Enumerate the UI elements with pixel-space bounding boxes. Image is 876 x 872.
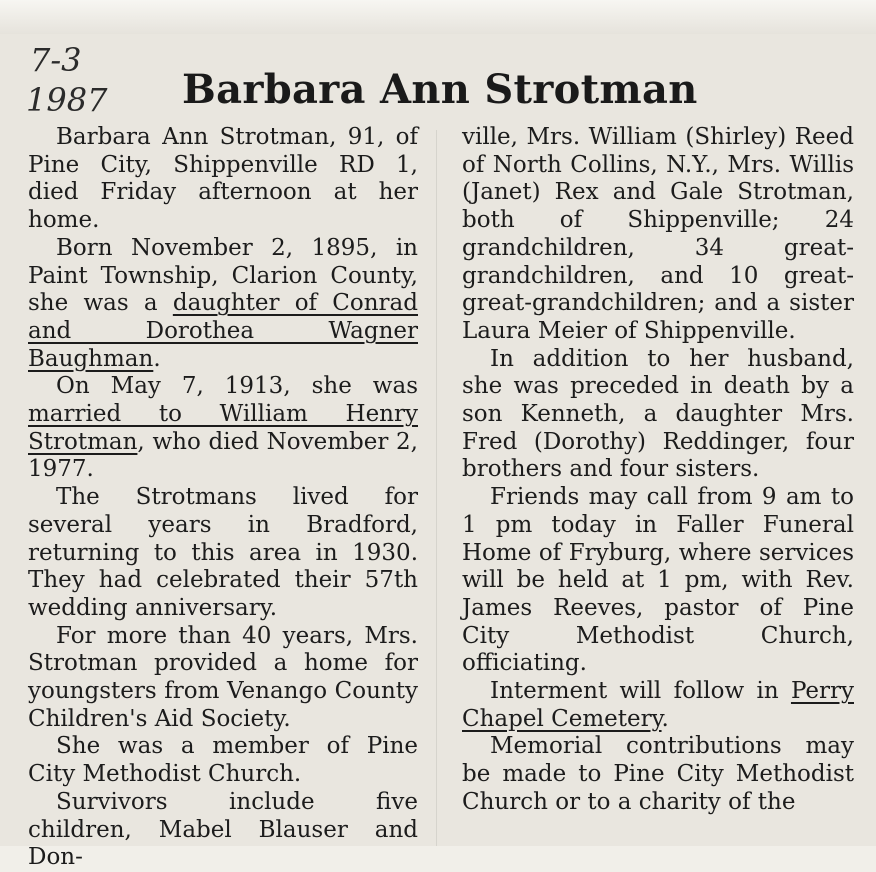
paragraph-text: Interment will follow in	[490, 678, 791, 705]
pen-underlined-text: daughter of Conrad and Dorothea Wagner Baughman	[28, 290, 418, 372]
paragraph-text: , who died November 2, 1977.	[28, 428, 418, 483]
pen-underlined-text: Perry Chapel Cemetery	[462, 678, 854, 732]
obituary-paragraph: In addition to her husband, she was preceded in death by a son Kenneth, a daughter Mrs. Fred (Dorothy) Reddinger, four brothers and four sisters.	[462, 345, 854, 483]
obituary-paragraph: Memorial contributions may be made to Pine City Methodist Church or to a charity of the	[462, 733, 854, 815]
pen-underlined-text: married to William Henry Strotman	[28, 401, 418, 455]
column-divider	[436, 130, 437, 846]
paragraph-text: Born November 2, 1895, in Paint Township, Clarion County, she was a	[28, 234, 418, 317]
obituary-paragraph: ville, Mrs. William (Shirley) Reed of North Collins, N.Y., Mrs. Willis (Janet) Rex and Gale Strotman, both of Shippenville; 24 grandchildren, 34 great-grandchildren, and 10 great-great-grandchildren; and a sister Laura Meier of Shippenville.	[462, 124, 854, 344]
paragraph-text: On May 7, 1913, she was	[56, 373, 418, 400]
obituary-paragraph	[462, 678, 854, 733]
obituary-paragraph: Survivors include five children, Mabel Blauser and Don-	[28, 788, 418, 871]
obituary-paragraph: For more than 40 years, Mrs. Strotman provided a home for youngsters from Venango County Children's Aid Society.	[28, 622, 418, 732]
scan-edge	[0, 0, 876, 34]
obituary-paragraph: Friends may call from 9 am to 1 pm today in Faller Funeral Home of Fryburg, where services will be held at 1 pm, with Rev. James Reeves, pastor of Pine City Methodist Church, officiating.	[462, 484, 854, 677]
obituary-headline: Barbara Ann Strotman	[182, 66, 698, 113]
obituary-paragraph: The Strotmans lived for several years in Bradford, returning to this area in 1930. They had celebrated their 57th wedding anniversary.	[28, 484, 418, 621]
paragraph-text: .	[153, 345, 161, 372]
right-column	[462, 124, 854, 817]
obituary-paragraph: Barbara Ann Strotman, 91, of Pine City, Shippenville RD 1, died Friday afternoon at her home.	[28, 124, 418, 234]
left-column	[28, 124, 418, 872]
paragraph-text: .	[661, 705, 669, 732]
obituary-paragraph	[28, 373, 418, 484]
handwritten-date-line1: 7-3	[30, 41, 82, 79]
obituary-paragraph: She was a member of Pine City Methodist Church.	[28, 733, 418, 788]
obituary-paragraph	[28, 235, 418, 374]
handwritten-date-line2: 1987	[26, 81, 108, 119]
